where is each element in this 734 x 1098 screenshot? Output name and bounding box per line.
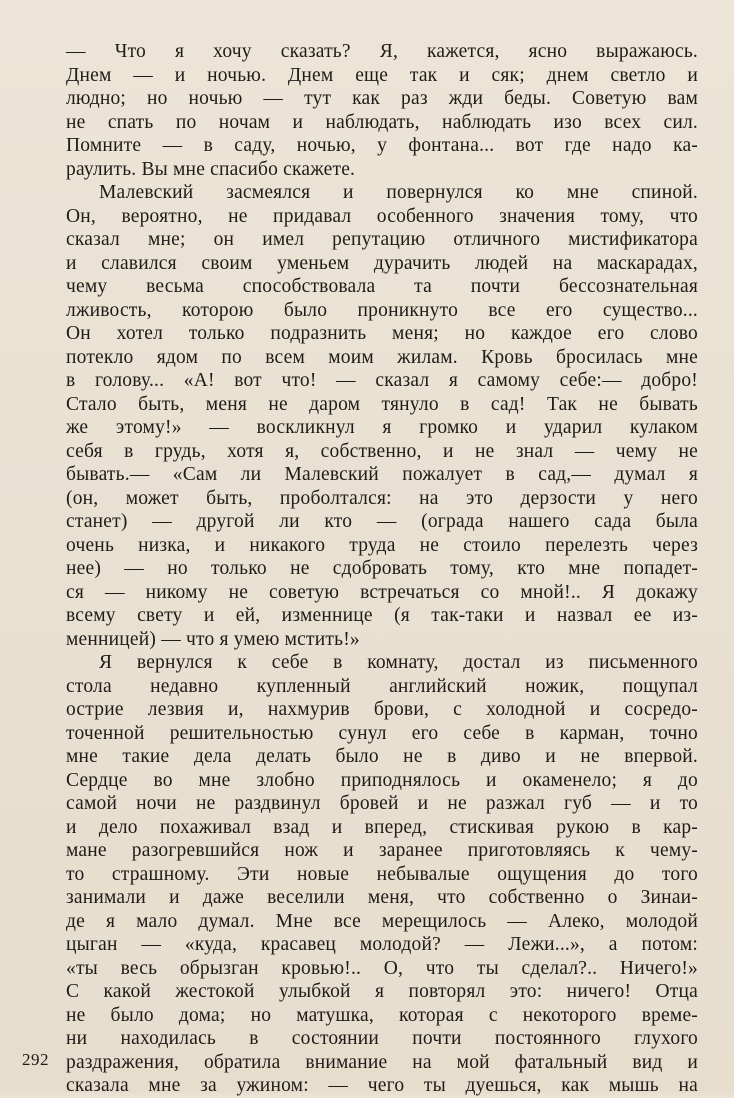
text-line: бывать.— «Сам ли Малевский пожалует в сад,— думал я [66, 464, 698, 485]
text-line: цыган — «куда, красавец молодой? — Лежи...», а потом: [66, 934, 698, 955]
text-line: не было дома; но матушка, которая с некоторого време- [66, 1004, 698, 1026]
text-line: менницей) — что я умею мстить!» [66, 628, 360, 650]
text-line: в голову... «А! вот что! — сказал я самому себе:— добро! [66, 370, 698, 391]
text-line: ни находилась в состоянии почти постоянного глухого [66, 1028, 698, 1049]
text-line: «ты весь обрызган кровью!.. О, что ты сделал?.. Ничего!» [66, 957, 698, 979]
text-line: С какой жестокой улыбкой я повторял это: ничего! Отца [66, 981, 698, 1002]
text-line: Стало быть, меня не даром тянуло в сад! Так не бывать [66, 393, 698, 415]
text-line: Днем — и ночью. Днем еще так и сяк; днем светло и [66, 64, 698, 86]
text-line: Он хотел только подразнить меня; но каждое его слово [66, 323, 698, 344]
text-line: (он, может быть, проболтался: на это дерзости у него [66, 487, 698, 509]
text-line: стола недавно купленный английский ножик, пощупал [66, 675, 698, 697]
text-line: Помните — в саду, ночью, у фонтана... вот где надо ка- [66, 135, 698, 156]
text-line: де я мало думал. Мне все мерещилось — Алеко, молодой [66, 910, 698, 932]
text-line: и славился своим уменьем дурачить людей на маскарадах, [66, 252, 698, 274]
page-number: 292 [22, 1050, 49, 1069]
text-line: потекло ядом по всем моим жилам. Кровь бросилась мне [66, 346, 698, 368]
text-line: сказал мне; он имел репутацию отличного мистификатора [66, 229, 698, 250]
text-line: Сердце во мне злобно приподнялось и окаменело; я до [66, 769, 698, 791]
text-line: людно; но ночью — тут как раз жди беды. Советую вам [66, 88, 698, 109]
body-text [66, 40, 698, 1098]
text-line: очень низка, и никакого труда не стоило перелезть через [66, 534, 698, 556]
text-line: лживость, которою было проникнуто все его существо... [66, 299, 698, 321]
text-line: самой ночи не раздвинул бровей и не разжал губ — и то [66, 793, 698, 814]
text-line: то страшному. Эти новые небывалые ощущения до того [66, 863, 698, 885]
text-line: мне такие дела делать было не в диво и не впервой. [66, 746, 698, 767]
text-line: занимали и даже веселили меня, что собственно о Зинаи- [66, 887, 698, 908]
text-line: — Что я хочу сказать? Я, кажется, ясно выражаюсь. [66, 41, 698, 62]
text-line: острие лезвия и, нахмурив брови, с холодной и сосредо- [66, 699, 698, 720]
text-line: не спать по ночам и наблюдать, наблюдать изо всех сил. [66, 111, 698, 133]
text-line: мане разогревшийся нож и заранее приготовляясь к чему- [66, 840, 698, 861]
paragraph-first-line: Я вернулся к себе в комнату, достал из письменного [99, 652, 698, 673]
text-line: нее) — но только не сдобровать тому, кто мне попадет- [66, 558, 698, 579]
text-line: всему свету и ей, изменнице (я так-таки и назвал ее из- [66, 605, 698, 626]
text-line: станет) — другой ли кто — (ограда нашего сада была [66, 511, 698, 532]
text-line: себя в грудь, хотя я, собственно, и не знал — чему не [66, 440, 698, 462]
text-line: сказала мне за ужином: — чего ты дуешься, как мышь на [66, 1075, 698, 1096]
text-line: чему весьма способствовала та почти бессознательная [66, 276, 698, 297]
text-line: и дело похаживал взад и вперед, стискивая рукою в кар- [66, 816, 698, 838]
text-line: точенной решительностью сунул его себе в карман, точно [66, 722, 698, 744]
text-line: ся — никому не советую встречаться со мной!.. Я докажу [66, 581, 698, 603]
paragraph-first-line: Малевский засмеялся и повернулся ко мне спиной. [99, 182, 698, 203]
text-line: же этому!» — воскликнул я громко и ударил кулаком [66, 417, 698, 438]
text-line: раздражения, обратила внимание на мой фатальный вид и [66, 1051, 698, 1073]
text-line: раулить. Вы мне спасибо скажете. [66, 158, 356, 180]
text-line: Он, вероятно, не придавал особенного значения тому, что [66, 205, 698, 227]
